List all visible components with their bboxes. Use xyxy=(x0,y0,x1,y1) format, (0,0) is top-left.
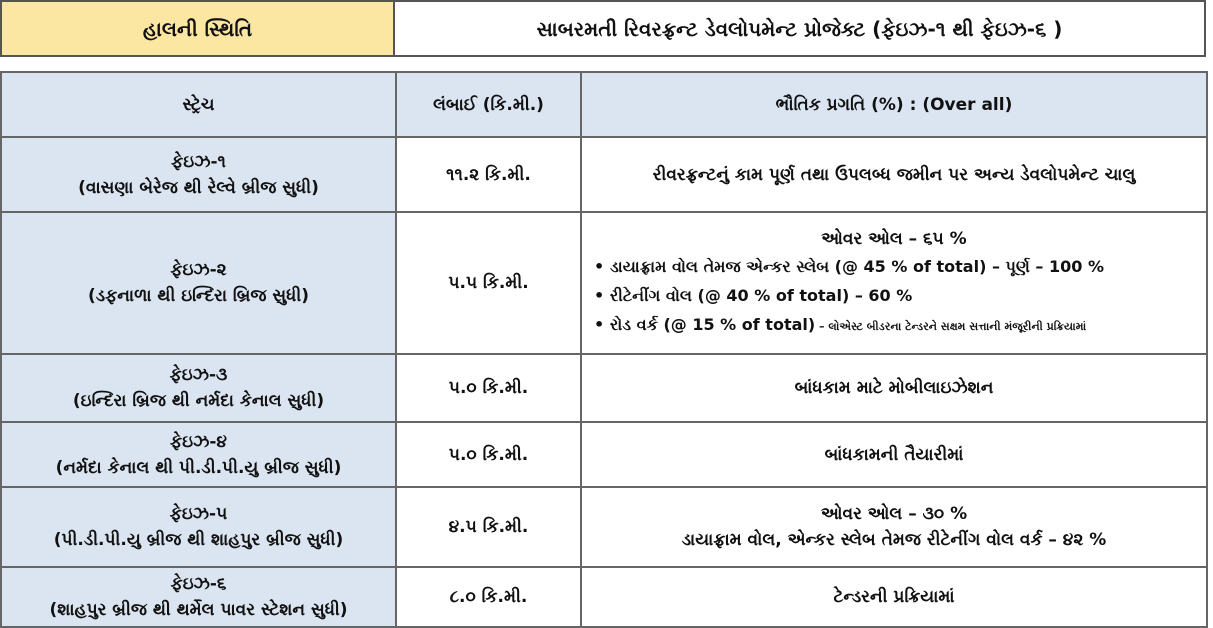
stretch-cell xyxy=(1,137,396,212)
bullet-note: – લોએસ્ટ બીડરના ટેન્ડરને સક્ષમ સત્તાની મંજૂરીની પ્રક્રિયામાં xyxy=(815,319,1087,333)
phase-name: ફેઇઝ-૪ xyxy=(170,431,227,452)
phase-route: (નર્મદા કેનાલ થી પી.ડી.પી.યુ બ્રીજ સુધી) xyxy=(55,457,342,478)
table-header-row xyxy=(1,72,1207,137)
stretch-cell xyxy=(1,422,396,487)
stretch-cell xyxy=(1,212,396,354)
progress-cell: ટેન્ડરની પ્રક્રિયામાં xyxy=(581,567,1207,627)
progress-cell: રીવરફ્રન્ટનું કામ પૂર્ણ તથા ઉપલબ્ધ જમીન પર અન્ય ડેવલોપમેન્ટ ચાલુ xyxy=(581,137,1207,212)
header xyxy=(0,0,1206,57)
status-label: હાલની સ્થિતિ xyxy=(0,0,395,57)
length-cell: ૧૧.૨ કિ.મી. xyxy=(396,137,581,212)
bullet-text: ડાયાફ્રામ વોલ તેમજ એન્કર સ્લેબ (@ 45 % of total) – પૂર્ણ – 100 % xyxy=(610,256,1104,276)
table-row xyxy=(1,422,1207,487)
stretch-cell xyxy=(1,567,396,627)
stretch-cell xyxy=(1,487,396,567)
table-row xyxy=(1,567,1207,627)
phase-route: (વાસણા બેરેજ થી રેલ્વે બ્રીજ સુધી) xyxy=(78,177,319,198)
column-header-stretch: સ્ટ્રેચ xyxy=(1,72,396,137)
length-cell: ૪.૫ કિ.મી. xyxy=(396,487,581,567)
phase-name: ફેઇઝ-૩ xyxy=(169,365,228,385)
progress-bullet xyxy=(582,252,1206,281)
progress-overall: ઓવર ઓલ – ૬૫ % xyxy=(821,228,967,249)
progress-cell: બાંધકામની તૈયારીમાં xyxy=(581,422,1207,487)
length-cell: ૫.૦ કિ.મી. xyxy=(396,354,581,422)
phase-name: ફેઇઝ-૧ xyxy=(171,151,226,172)
table-row xyxy=(1,137,1207,212)
table-row xyxy=(1,212,1207,354)
bullet-icon: • xyxy=(594,285,605,305)
phase-route: (ડફનાળા થી ઇન્દિરા બ્રિજ સુધી) xyxy=(88,286,309,306)
stretch-cell xyxy=(1,354,396,422)
length-cell: ૮.૦ કિ.મી. xyxy=(396,567,581,627)
column-header-progress: ભૌતિક પ્રગતિ (%) : (Over all) xyxy=(581,72,1207,137)
progress-bullet xyxy=(582,281,1206,310)
bullet-text: રોડ વર્ક (@ 15 % of total) xyxy=(610,314,816,334)
bullet-text: રીટેનીંગ વોલ (@ 40 % of total) – 60 % xyxy=(610,285,913,305)
progress-detail: ડાયાફ્રામ વોલ, એન્કર સ્લેબ તેમજ રીટેનીંગ વોલ વર્ક – ૪૨ % xyxy=(681,530,1107,550)
project-title: સાબરમતી રિવરફ્રન્ટ ડેવલોપમેન્ટ પ્રોજેક્ટ (ફેઇઝ-૧ થી ફેઇઝ-૬ ) xyxy=(395,0,1206,57)
progress-cell xyxy=(581,487,1207,567)
progress-overall: ઓવર ઓલ – ૩૦ % xyxy=(820,504,968,524)
progress-bullet xyxy=(582,310,1206,341)
table-row xyxy=(1,487,1207,567)
phase-route: (શાહપુર બ્રીજ થી થર્મેલ પાવર સ્ટેશન સુધી) xyxy=(49,600,348,620)
phase-name: ફેઇઝ-૫ xyxy=(169,504,228,524)
bullet-icon: • xyxy=(594,314,605,334)
phase-name: ફેઇઝ-૨ xyxy=(170,260,227,280)
phase-route: (પી.ડી.પી.યુ બ્રીજ થી શાહપુર બ્રીજ સુધી) xyxy=(53,530,344,550)
phase-name: ફેઇઝ-૬ xyxy=(170,574,227,594)
phase-route: (ઇન્દિરા બ્રિજ થી નર્મદા કેનાલ સુધી) xyxy=(72,391,325,411)
progress-table xyxy=(0,71,1208,628)
table-row xyxy=(1,354,1207,422)
column-header-length: લંબાઈ (કિ.મી.) xyxy=(396,72,581,137)
bullet-icon: • xyxy=(594,256,605,276)
length-cell: ૫.૦ કિ.મી. xyxy=(396,422,581,487)
progress-cell xyxy=(581,212,1207,354)
progress-cell: બાંધકામ માટે મોબીલાઇઝેશન xyxy=(581,354,1207,422)
length-cell: ૫.૫ કિ.મી. xyxy=(396,212,581,354)
